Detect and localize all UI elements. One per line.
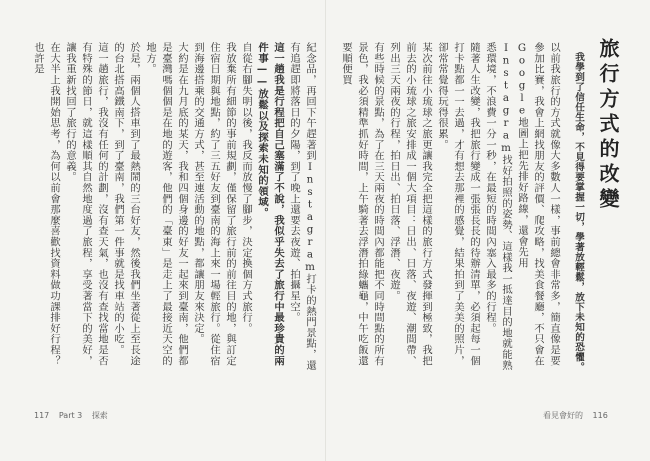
right-page-body — [338, 42, 562, 372]
paragraph: 大約是在九月底的某天，我和四個身邊的好友一起來到臺南，他們都是臺灣嗎個個是在地的遊客，他們的「臺東」是走上了最接近天空的地方。 — [144, 42, 188, 366]
paragraph: 在大半上我開始思考，為何以前會那麼喜歡找資料做功課排好行程？也許是 — [32, 42, 60, 366]
paragraph: 紀念品，再回下午趕著到Instagram打卡的熱門景點，還有追趕即將落日的夕陽，到了晚上還要去夜遊、拍攝星空。 — [288, 42, 316, 371]
paragraph: 自從右腳失明以後，我反而放慢了腳步，決定換個方式旅行。 — [240, 42, 252, 334]
left-page-footer — [34, 410, 115, 421]
paragraph: 於是，兩個人搭車到了最熱鬧的三台好友，然後我們坐著從上至長途的台北搭高鐵南下，到了臺南，我們第一件事就是找車站的小吃。 — [112, 42, 140, 366]
chapter-subtitle: 我學到了信任生命，不見得要掌握一切，學著放輕鬆，放下未知的恐懼。 — [573, 52, 584, 372]
paragraph-emphasis: 這一趟我是行程把自己塞滿了不說，我似乎失去了旅行中最珍貴的兩件事——放鬆以及探索未知的領域。 — [256, 42, 284, 366]
paragraph: 我放棄所有細節的事前規劃，僅保留了旅行前的前往目的地，與訂定住宿日期與地點，約了三五好友到臺南的海上來一場輕旅行。從住宿到海邊搭乘的交通方式，甚至連活動的地點，都讓朋友來決定。 — [192, 42, 236, 366]
right-page-footer — [543, 410, 615, 421]
paragraph: 隨著人生改變，我把旅行變成一張張長長的待辦清單，必須起每一個打卡點都一一去過，才有想去那裡的感覺，結果拍到了美美的照片，卻常常覺得玩得很累。 — [436, 42, 480, 366]
paragraph: 某次前往小琉球之旅更讓我完全把這樣的旅行方式發揮到極致，我把前去的小琉球之旅安排成一個大項目：日出、日落、夜遊、潮間帶、列出三天兩夜的行程，拍日出、拍日落、浮潛、夜遊。 — [388, 42, 432, 366]
left-page-body — [32, 42, 318, 372]
page-gutter — [325, 0, 326, 461]
footer-title: 探索 — [91, 411, 108, 420]
footer-title: 看見會好的 — [543, 411, 583, 420]
paragraph: 以前我旅行的方式就像大多數人一樣，事前總會非常多，簡直像是要參加比賽，我會上網找朋友的評價、爬攻略，找美食餐廳，不只會在Google地圖上把先排好路線，還會先用Instagram找好拍照的姿勢、這樣我一抵達目的地就能熟悉環境，不浪費一分一秒，在最短的時間內塞入最多的行程。 — [484, 42, 560, 371]
footer-part: Part 3 — [58, 411, 83, 420]
chapter-title: 旅行方式的改變 — [596, 38, 620, 213]
page-number: 117 — [34, 411, 50, 420]
page-number: 116 — [592, 411, 608, 420]
paragraph: 有些時候的景點，為了在三天兩夜的時間內都能把不同時間點的所有景色，我必須精準抓好時間，上午騎著去浮潛拍綠蠵龜，中午吃飯還要順便買 — [340, 42, 384, 366]
paragraph: 這一趟旅行，我沒有任何的計劃，沒有查天氣，也沒有查找當地是否有特殊的節日，就這樣順其自然地度過了旅程，享受著當下的美好，讓我重新找回了旅行的意義。 — [64, 42, 108, 366]
